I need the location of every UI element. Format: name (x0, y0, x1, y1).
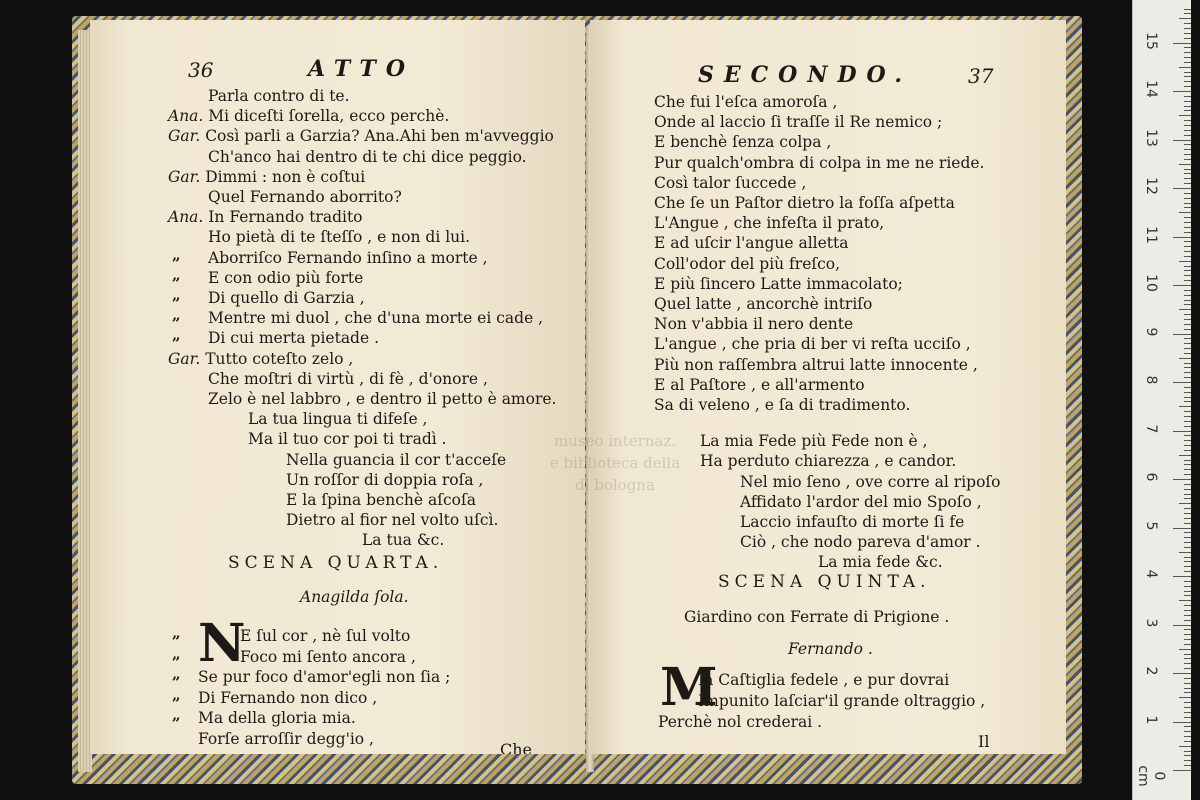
ruler-tick (1184, 532, 1191, 533)
ruler-tick (1173, 479, 1191, 480)
ruler-tick (1184, 130, 1191, 131)
text-line: Ciò , che nodo pareva d'amor . (740, 533, 981, 552)
ruler-tick (1179, 455, 1191, 456)
ruler-tick (1184, 9, 1191, 10)
ruler-tick (1184, 561, 1191, 562)
ruler-tick (1179, 600, 1191, 601)
verse-line: Ia Caſtiglia fedele , e pur dovrai (698, 671, 950, 689)
ruler-tick (1179, 697, 1191, 698)
page-number: 36 (188, 58, 214, 82)
library-watermark (540, 430, 690, 496)
ruler-tick (1184, 518, 1191, 519)
ruler-tick (1173, 770, 1191, 771)
text-line: Non v'abbia il nero dente (654, 315, 854, 334)
ruler-tick (1184, 367, 1191, 368)
ruler-label: 11 (1143, 225, 1159, 244)
ruler-tick (1173, 140, 1191, 141)
line-text: Tutto coteſto zelo , (205, 349, 354, 368)
ruler-tick (1184, 256, 1191, 257)
text-line (168, 126, 554, 146)
quotation-mark: „ (172, 685, 181, 704)
ruler-tick (1184, 280, 1191, 281)
ruler-tick (1179, 746, 1191, 747)
ruler-tick (1184, 266, 1191, 267)
text-line (208, 288, 365, 308)
ruler-tick (1184, 207, 1191, 208)
text-line: Coll'odor del più freſco, (654, 254, 841, 273)
line-text: Mentre mi duol , che d'una morte ei cade , (208, 309, 544, 328)
verse-line: Impunito laſciar'il grande oltraggio , (698, 692, 986, 710)
quotation-mark: „ (172, 326, 181, 345)
ruler-tick (1173, 334, 1191, 335)
text-line (208, 268, 363, 288)
ruler-tick (1184, 654, 1191, 655)
text-line: Che fui l'eſca amoroſa , (654, 93, 838, 111)
ruler-tick (1184, 450, 1191, 451)
ruler-tick (1184, 101, 1191, 102)
line-text: Un roſſor di doppia roſa , (286, 470, 484, 489)
ruler-tick (1173, 188, 1191, 189)
ruler-tick (1184, 295, 1191, 296)
page-number: 37 (968, 64, 994, 88)
text-line (208, 308, 543, 328)
ruler-tick (1184, 110, 1191, 111)
ruler-tick (1184, 751, 1191, 752)
ruler-tick (1184, 28, 1191, 29)
left-page (90, 20, 585, 754)
ruler-tick (1184, 222, 1191, 223)
ruler-tick (1184, 329, 1191, 330)
ruler-tick (1184, 338, 1191, 339)
ruler-tick (1184, 144, 1191, 145)
ruler-tick (1184, 72, 1191, 73)
line-text: Aborriſco Fernando inſino a morte , (208, 248, 488, 267)
text-line: Che ſe un Paſtor dietro la foſſa aſpetta (654, 194, 955, 212)
ruler-tick (1173, 43, 1191, 44)
ruler-label: 13 (1143, 128, 1159, 147)
ruler-tick (1184, 348, 1191, 349)
ruler-tick (1184, 241, 1191, 242)
text-line (168, 167, 365, 187)
text-line: L'Angue , che infeſta il prato, (654, 214, 885, 233)
ruler-label: 0 cm (1135, 765, 1167, 787)
ruler-label: 12 (1143, 177, 1159, 195)
ruler-tick (1184, 557, 1191, 558)
line-text: Dimmi : non è coſtui (205, 167, 366, 186)
ruler-tick (1184, 755, 1191, 756)
line-text: La tua &c. (362, 531, 445, 550)
ruler-tick (1184, 426, 1191, 427)
ruler-tick (1184, 96, 1191, 97)
ruler-tick (1184, 586, 1191, 587)
text-line: E più ſincero Latte immacolato; (654, 274, 903, 293)
text-line: L'angue , che pria di ber vi reſta ucciſo , (654, 335, 971, 354)
quotation-mark: „ (172, 624, 181, 642)
ruler-label: 9 (1143, 327, 1159, 336)
ruler-label (1143, 0, 1159, 4)
line-text: Ma il tuo cor poi ti tradì . (248, 430, 447, 449)
ruler-tick (1184, 232, 1191, 233)
ruler-tick (1179, 261, 1191, 262)
ruler-tick (1184, 246, 1191, 247)
verse-line: E ſul cor , nè ſul volto (240, 627, 411, 645)
text-line (208, 86, 350, 106)
ruler-tick (1184, 760, 1191, 761)
quotation-mark: „ (172, 644, 181, 663)
ruler-tick (1184, 494, 1191, 495)
ruler-tick (1184, 319, 1191, 320)
ruler-tick (1184, 392, 1191, 393)
ruler-tick (1184, 324, 1191, 325)
ruler-label: 1 (1143, 715, 1159, 724)
text-line: Laccio infauſto di morte ſi fe (740, 513, 965, 531)
ruler-label: 10 (1143, 274, 1159, 292)
ruler-tick (1184, 411, 1191, 412)
ruler-tick (1184, 464, 1191, 465)
speaker-label: Ana. (168, 208, 209, 227)
ruler-tick (1179, 18, 1191, 19)
text-line: E benchè ſenza colpa , (654, 133, 832, 152)
text-line: Ha perduto chiarezza , e candor. (700, 452, 957, 471)
ruler-tick (1179, 67, 1191, 68)
ruler-label: 4 (1143, 569, 1159, 579)
line-text: Nella guancia il cor t'acceſe (286, 450, 507, 469)
ruler-tick (1173, 431, 1191, 432)
ruler-tick (1184, 489, 1191, 490)
quotation-mark: „ (172, 286, 181, 304)
verse-line: Di Fernando non dico , (198, 688, 378, 707)
quotation-mark: „ (172, 306, 181, 325)
ruler-tick (1184, 663, 1191, 664)
line-text: Zelo è nel labbro , e dentro il petto è amore. (208, 390, 557, 408)
ruler-tick (1184, 668, 1191, 669)
ruler-tick (1184, 135, 1191, 136)
ruler-tick (1173, 722, 1191, 723)
speaker-label: Gar. (168, 127, 206, 146)
text-line (208, 389, 556, 409)
ruler-tick (1184, 52, 1191, 53)
line-text: Dietro al fior nel volto uſcì. (286, 511, 499, 530)
ruler-tick (1184, 658, 1191, 659)
watermark-line: e biblioteca della (549, 454, 681, 472)
text-line (208, 369, 488, 389)
ruler-tick (1184, 605, 1191, 606)
ruler-tick (1184, 343, 1191, 344)
text-line: La mia fede &c. (818, 553, 943, 572)
ruler-tick (1184, 702, 1191, 703)
text-line (208, 248, 488, 268)
ruler-tick (1184, 542, 1191, 543)
ruler-tick (1184, 81, 1191, 82)
measurement-ruler (1132, 0, 1191, 800)
ruler-label: 3 (1143, 618, 1159, 627)
ruler-tick (1179, 649, 1191, 650)
line-text: La tua lingua ti difeſe , (248, 410, 428, 429)
verse-line: Ma della gloria mia. (198, 709, 356, 727)
ruler-tick (1184, 38, 1191, 39)
line-text: Parla contro di te. (208, 87, 350, 105)
text-line: Nel mio ſeno , ove corre al ripoſo (740, 472, 1001, 491)
text-line: Affidato l'ardor del mio Spoſo , (740, 492, 982, 511)
ruler-tick (1179, 164, 1191, 165)
speaker-label: Gar. (168, 349, 206, 368)
ruler-tick (1184, 159, 1191, 160)
text-line: Pur qualch'ombra di colpa in me ne riede. (654, 153, 985, 172)
catchword: Il (978, 732, 990, 751)
text-line: E al Paſtore , e all'armento (654, 375, 865, 394)
ruler-tick (1184, 440, 1191, 441)
ruler-label: 14 (1143, 80, 1159, 98)
ruler-tick (1179, 115, 1191, 116)
verse-line: Forſe arroſſir degg'io , (198, 729, 374, 748)
ruler-tick (1184, 484, 1191, 485)
ruler-tick (1184, 120, 1191, 121)
ruler-tick (1184, 149, 1191, 150)
ruler-tick (1173, 528, 1191, 529)
ruler-tick (1184, 154, 1191, 155)
text-line (286, 470, 483, 490)
ruler-tick (1184, 523, 1191, 524)
text-line: E ad uſcir l'angue alletta (654, 234, 849, 253)
ruler-tick (1184, 416, 1191, 417)
line-text: Così parli a Garzia? Ana.Ahi ben m'avveggio (205, 127, 554, 146)
ruler-tick (1184, 707, 1191, 708)
verse-line: Foco mi ſento ancora , (240, 647, 416, 666)
scene-title: SCENA QUINTA. (718, 572, 931, 592)
ruler-tick (1184, 712, 1191, 713)
ruler-tick (1184, 508, 1191, 509)
ruler-tick (1184, 620, 1191, 621)
ruler-tick (1184, 86, 1191, 87)
ruler-tick (1184, 591, 1191, 592)
ruler-label: 6 (1143, 472, 1159, 482)
ruler-tick (1184, 469, 1191, 470)
drop-capital: M (660, 657, 718, 718)
ruler-tick (1179, 552, 1191, 553)
ruler-tick (1184, 634, 1191, 635)
text-line: Quel latte , ancorchè intriſo (654, 295, 873, 313)
ruler-tick (1184, 678, 1191, 679)
right-page (590, 20, 1066, 754)
ruler-tick (1184, 741, 1191, 742)
scene-subtitle: Anagilda ſola. (300, 588, 409, 606)
text-line: Più non raſſembra altrui latte innocente , (654, 355, 978, 374)
scene-title: SCENA QUARTA. (228, 553, 444, 573)
ruler-tick (1184, 692, 1191, 693)
ruler-tick (1184, 13, 1191, 14)
text-line (286, 450, 506, 470)
line-text: Quel Fernando aborrito? (208, 188, 402, 206)
ruler-tick (1184, 169, 1191, 170)
ruler-tick (1184, 183, 1191, 184)
ruler-tick (1173, 576, 1191, 577)
ruler-tick (1179, 358, 1191, 359)
watermark-line: museo internaz. (553, 432, 677, 450)
verse-line: Se pur foco d'amor'egli non ſia ; (198, 668, 451, 686)
text-line (248, 429, 447, 449)
ruler-tick (1184, 717, 1191, 718)
ruler-tick (1173, 91, 1191, 92)
scene-setting: Giardino con Ferrate di Prigione . (684, 608, 950, 626)
ruler-tick (1184, 595, 1191, 596)
text-line (362, 530, 444, 550)
ruler-tick (1179, 212, 1191, 213)
line-text: Di quello di Garzia , (208, 289, 365, 307)
ruler-tick (1184, 290, 1191, 291)
ruler-label: 15 (1143, 31, 1159, 50)
ruler-tick (1184, 251, 1191, 252)
line-text: In Fernando tradito (208, 208, 363, 227)
ruler-tick (1184, 47, 1191, 48)
line-text: Mi diceſti ſorella, ecco perchè. (208, 107, 450, 126)
ruler-tick (1184, 173, 1191, 174)
line-text: E la ſpina benchè aſcoſa (286, 491, 476, 509)
ruler-tick (1184, 314, 1191, 315)
ruler-tick (1173, 673, 1191, 674)
line-text: Che moſtri di virtù , di fè , d'onore , (208, 369, 488, 388)
verse-line: Perchè nol crederai . (658, 713, 823, 731)
running-head: SECONDO. (698, 62, 913, 88)
ruler-tick (1184, 33, 1191, 34)
ruler-tick (1184, 363, 1191, 364)
catchword: Che (500, 740, 533, 754)
ruler-tick (1184, 726, 1191, 727)
text-line: Onde al laccio ſi traſſe il Re nemico ; (654, 113, 943, 132)
ruler-tick (1184, 106, 1191, 107)
ruler-tick (1184, 401, 1191, 402)
ruler-tick (1184, 571, 1191, 572)
ruler-tick (1179, 503, 1191, 504)
text-line (208, 227, 470, 247)
ruler-tick (1184, 57, 1191, 58)
ruler-tick (1184, 435, 1191, 436)
ruler-label: 7 (1143, 424, 1159, 433)
ruler-label: 8 (1143, 375, 1159, 385)
ruler-tick (1184, 125, 1191, 126)
ruler-tick (1184, 227, 1191, 228)
ruler-tick (1184, 372, 1191, 373)
ruler-tick (1184, 198, 1191, 199)
ruler-tick (1184, 644, 1191, 645)
ruler-tick (1184, 736, 1191, 737)
ruler-tick (1184, 688, 1191, 689)
ruler-tick (1184, 615, 1191, 616)
ruler-tick (1184, 23, 1191, 24)
ruler-tick (1184, 460, 1191, 461)
ruler-tick (1184, 353, 1191, 354)
ruler-tick (1184, 537, 1191, 538)
ruler-tick (1184, 445, 1191, 446)
ruler-tick (1173, 625, 1191, 626)
scene-subtitle: Fernando . (788, 640, 873, 658)
text-line: La mia Fede più Fede non è , (700, 432, 928, 451)
ruler-tick (1184, 62, 1191, 63)
ruler-tick (1184, 629, 1191, 630)
speaker-label: Ana. (168, 107, 209, 126)
ruler-tick (1184, 513, 1191, 514)
speaker-label: Gar. (168, 167, 206, 186)
ruler-label: 5 (1143, 521, 1159, 530)
ruler-tick (1184, 203, 1191, 204)
text-line (208, 147, 527, 167)
ruler-tick (1184, 421, 1191, 422)
text-line (248, 409, 427, 429)
running-head: ATTO (308, 56, 415, 82)
quotation-mark: „ (172, 245, 181, 264)
ruler-tick (1179, 406, 1191, 407)
quotation-mark: „ (172, 265, 181, 284)
ruler-tick (1179, 309, 1191, 310)
ruler-tick (1184, 300, 1191, 301)
ruler-tick (1184, 217, 1191, 218)
ruler-tick (1184, 610, 1191, 611)
text-line (208, 328, 379, 348)
line-text: Ch'anco hai dentro di te chi dice peggio. (208, 147, 527, 166)
ruler-tick (1184, 270, 1191, 271)
ruler-tick (1184, 639, 1191, 640)
line-text: Ho pietà di te ſteſſo , e non di lui. (208, 228, 471, 247)
ruler-tick (1173, 237, 1191, 238)
ruler-label: 2 (1143, 666, 1159, 676)
text-line (168, 207, 363, 227)
ruler-tick (1184, 547, 1191, 548)
ruler-tick (1184, 178, 1191, 179)
text-line: Così talor ſuccede , (654, 173, 807, 192)
ruler-tick (1184, 193, 1191, 194)
ruler-tick (1173, 382, 1191, 383)
text-line (286, 490, 476, 510)
drop-capital: N (198, 613, 246, 674)
ruler-tick (1184, 387, 1191, 388)
text-line: Sa di veleno , e ſa di tradimento. (654, 396, 911, 414)
text-line (168, 106, 449, 126)
quotation-mark: „ (172, 665, 181, 683)
ruler-tick (1184, 765, 1191, 766)
ruler-tick (1184, 474, 1191, 475)
ruler-tick (1184, 397, 1191, 398)
watermark-line: di bologna (575, 476, 655, 494)
text-line (168, 349, 353, 369)
quotation-mark: „ (172, 706, 181, 724)
ruler-tick (1184, 683, 1191, 684)
text-line (208, 187, 402, 207)
ruler-tick (1173, 285, 1191, 286)
line-text: E con odio più forte (208, 268, 364, 287)
ruler-tick (1184, 731, 1191, 732)
ruler-tick (1184, 304, 1191, 305)
ruler-tick (1184, 377, 1191, 378)
text-line (286, 510, 498, 530)
ruler-tick (1184, 275, 1191, 276)
line-text: Di cui merta pietade . (208, 329, 380, 348)
ruler-tick (1184, 566, 1191, 567)
ruler-tick (1184, 76, 1191, 77)
ruler-tick (1184, 581, 1191, 582)
ruler-tick (1184, 498, 1191, 499)
